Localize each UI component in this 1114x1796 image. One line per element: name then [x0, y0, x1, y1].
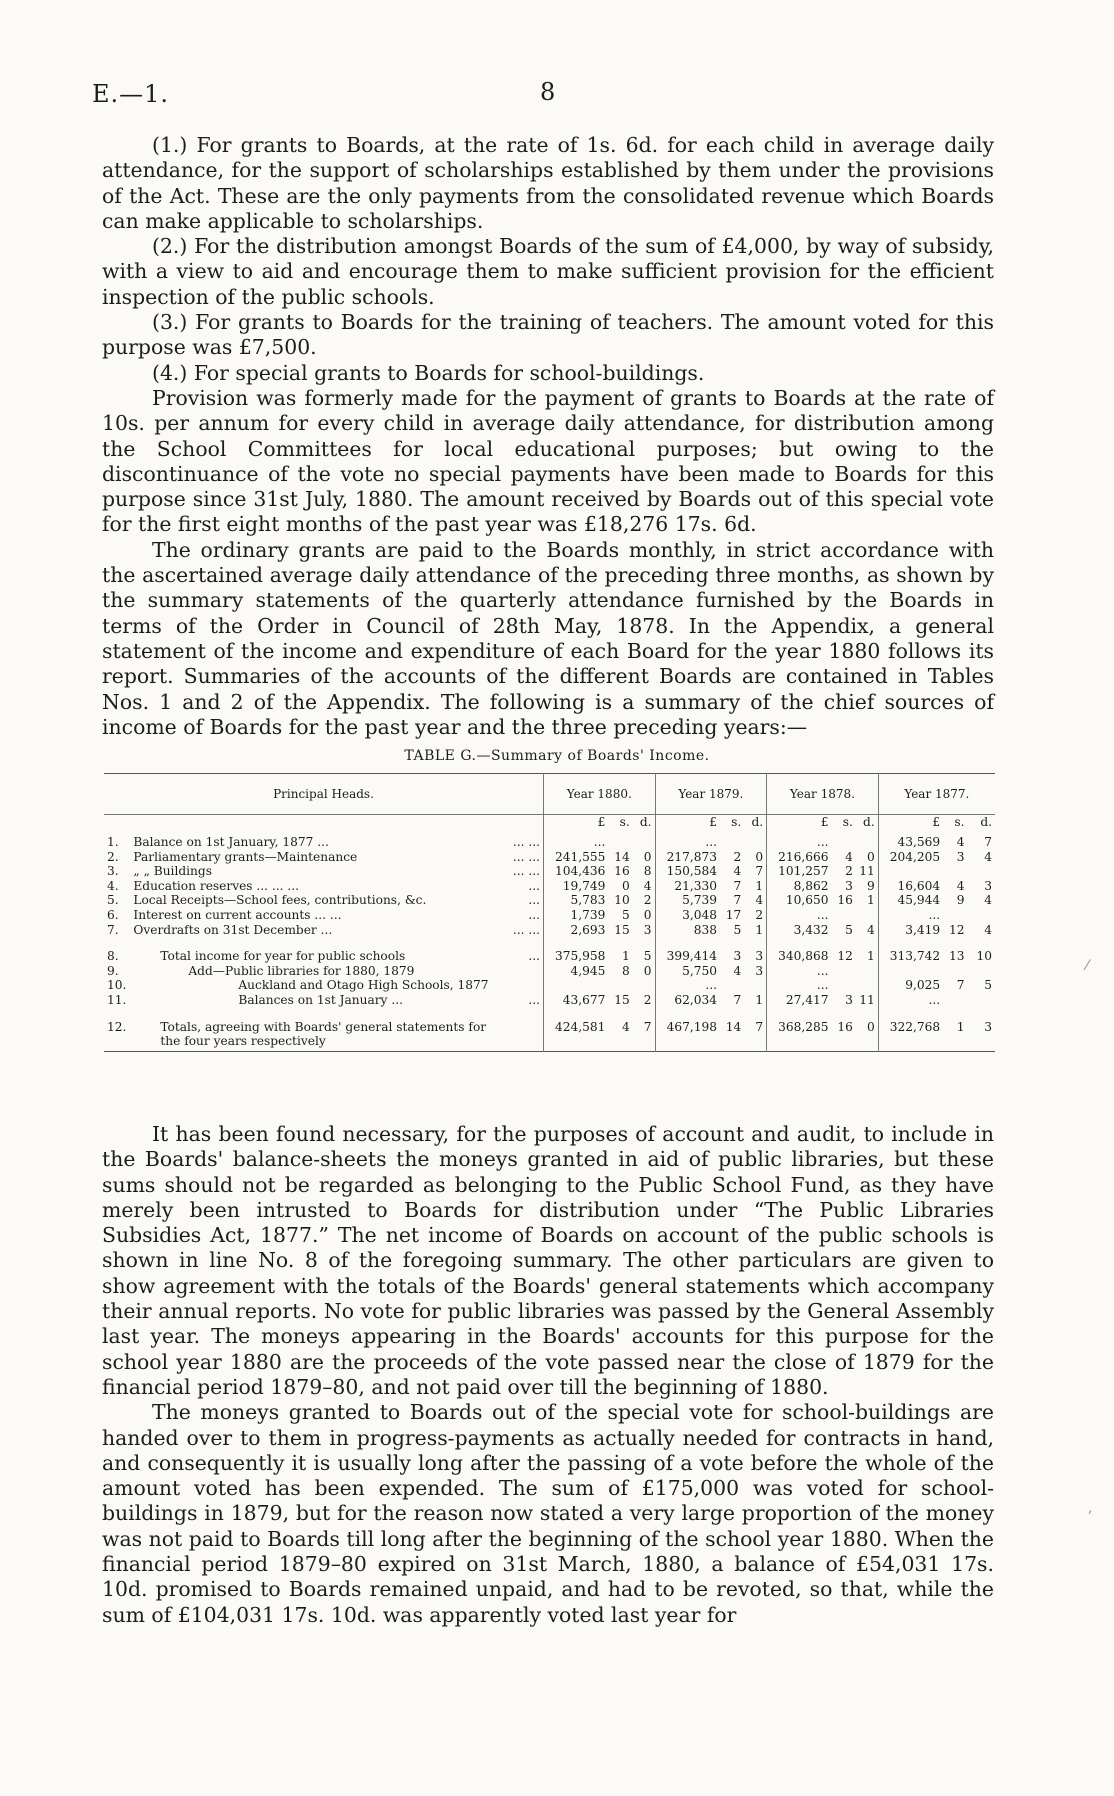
paragraph: (4.) For special grants to Boards for school-buildings. [152, 360, 705, 385]
amount-cell: 43,569 [878, 835, 943, 850]
row-label: Education reserves ... ... ... [133, 878, 300, 893]
amount-cell: 3 [984, 1019, 992, 1034]
spacer-cell [497, 815, 544, 836]
amount-cell: 2 [845, 864, 853, 879]
amount-cell: 241,555 [543, 850, 608, 865]
table-row [104, 864, 995, 879]
gap-cell [744, 1008, 766, 1020]
amount-cell: 1 [621, 949, 630, 964]
amount-cell: 15 [614, 922, 630, 937]
amount-cell: ... [655, 835, 720, 850]
page-number: 8 [540, 78, 556, 106]
table-body [104, 815, 995, 1052]
amount-cell: 1 [755, 922, 764, 937]
amount-cell: 4 [755, 893, 764, 908]
row-label: „ „ Buildings [133, 864, 212, 879]
unit-label: s. [619, 815, 630, 829]
spacer-cell [104, 815, 130, 836]
gap-cell [967, 1008, 995, 1020]
amount-cell: 14 [614, 849, 630, 864]
amount-cell: 4 [845, 849, 853, 864]
amount-cell: 399,414 [655, 949, 720, 964]
unit-label: £ [878, 815, 943, 836]
amount-cell: 4 [643, 878, 652, 893]
amount-cell: 62,034 [655, 993, 720, 1008]
amount-cell: 204,205 [878, 850, 943, 865]
row-number: 12. [107, 1019, 127, 1034]
row-label: Add—Public libraries for 1880, 1879 [188, 963, 415, 978]
gap-cell [767, 1008, 832, 1020]
leader-dots: ... ... [512, 864, 540, 879]
amount-cell: 4 [984, 893, 992, 908]
amount-cell: 2 [733, 849, 742, 864]
amount-cell: 8 [621, 963, 630, 978]
amount-cell: 10 [614, 893, 630, 908]
amount-cell: 1 [866, 893, 875, 908]
amount-cell: 4 [956, 835, 965, 849]
leader-dots [497, 1020, 544, 1052]
gap-cell [104, 1008, 130, 1020]
amount-cell [608, 978, 632, 993]
amount-cell [967, 864, 995, 879]
gap-cell [767, 937, 832, 949]
amount-cell: 27,417 [767, 993, 832, 1008]
amount-cell: 216,666 [767, 850, 832, 865]
amount-cell [832, 908, 856, 923]
amount-cell [878, 864, 943, 879]
amount-cell: 0 [755, 849, 764, 864]
amount-cell: 150,584 [655, 864, 720, 879]
row-label: Interest on current accounts ... ... [133, 907, 342, 922]
unit-label: s. [842, 815, 853, 829]
paragraph: The moneys granted to Boards out of the special vote for school-buildings are handed over to them in progress-payments as actually needed for contracts in hand, and consequently it is usually long after the passing of a vote before the whole of the amount voted has been expended. The sum of £175,000 was voted for school-buildings in 1879, but for the reason now stated a very large proportion of the money was not paid to Boards till long after the beginning of the school year 1880. When the financial period 1879–80 expired on 31st March, 1880, a balance of £54,031 17s. 10d. promised to Boards remained unpaid, and had to be revoted, so that, while the sum of £104,031 17s. 10d. was apparently voted last year for [102, 1400, 994, 1627]
amount-cell: 10 [976, 949, 992, 964]
amount-cell: 16 [837, 1019, 853, 1034]
amount-cell [967, 993, 995, 1008]
amount-cell [967, 964, 995, 979]
column-header-year: Year 1877. [878, 774, 995, 815]
unit-label: d. [863, 815, 875, 829]
gap-cell [943, 1008, 967, 1020]
amount-cell: 424,581 [543, 1020, 608, 1052]
table-row [104, 879, 995, 894]
amount-cell: 5 [733, 922, 742, 937]
amount-cell: 0 [866, 849, 875, 864]
table-row [104, 978, 995, 993]
paragraph: (1.) For grants to Boards, at the rate of 1s. 6d. for each child in average daily attendance, for the support of scholarships established by them under the provisions of the Act. These are the only payments from the consolidated revenue which Boards can make applicable to scholarships. [102, 133, 994, 233]
gap-cell [720, 937, 744, 949]
amount-cell: 1,739 [543, 908, 608, 923]
amount-cell: 8 [643, 864, 652, 879]
amount-cell: 101,257 [767, 864, 832, 879]
amount-cell: 0 [643, 849, 652, 864]
amount-cell: 2 [643, 992, 652, 1007]
amount-cell [943, 908, 967, 923]
gap-cell [497, 937, 544, 949]
table-row [104, 964, 995, 979]
gap-cell [543, 937, 608, 949]
gap-cell [720, 1008, 744, 1020]
leader-dots: ... [528, 949, 540, 964]
unit-label: d. [751, 815, 764, 829]
leader-dots: ... [528, 893, 540, 908]
amount-cell: 15 [614, 992, 630, 1007]
gap-cell [130, 937, 496, 949]
row-number: 7. [107, 922, 119, 937]
amount-cell: 0 [643, 907, 652, 922]
column-header-principal: Principal Heads. [104, 774, 543, 815]
gap-cell [744, 937, 766, 949]
gap-cell [856, 1008, 878, 1020]
body-text-top [102, 133, 994, 740]
amount-cell: ... [878, 993, 943, 1008]
amount-cell: 21,330 [655, 879, 720, 894]
gap-cell [943, 937, 967, 949]
paragraph: The ordinary grants are paid to the Boards monthly, in strict accordance with the ascertained average daily attendance of the preceding three months, as shown by the summary statements of the quarterly attendance furnished by the Boards in terms of the Order in Council of 28th May, 1878. In the Appendix, a general statement of the income and expenditure of each Board for the year 1880 follows its report. Summaries of the accounts of the different Boards are contained in Tables Nos. 1 and 2 of the Appendix. The following is a summary of the chief sources of income of Boards for the past year and the three preceding years:— [102, 537, 994, 739]
table-row [104, 949, 995, 964]
document-reference: E.—1. [92, 80, 170, 108]
amount-cell: 3 [984, 878, 992, 893]
gap-cell [832, 1008, 856, 1020]
gap-cell [878, 937, 943, 949]
gap-cell [543, 1008, 608, 1020]
table-row [104, 850, 995, 865]
table-row [104, 893, 995, 908]
amount-cell: 3 [845, 992, 853, 1007]
amount-cell: 3 [956, 849, 965, 864]
leader-dots [497, 964, 544, 979]
amount-cell: 0 [643, 963, 652, 978]
amount-cell: 3 [643, 922, 652, 937]
amount-cell: 9 [866, 878, 875, 893]
column-header-year: Year 1878. [767, 774, 879, 815]
amount-cell: 13 [948, 949, 965, 964]
amount-cell: 104,436 [543, 864, 608, 879]
amount-cell: 4 [984, 849, 992, 864]
gap-cell [608, 937, 632, 949]
unit-label: s. [954, 815, 965, 829]
gap-cell [497, 1008, 544, 1020]
amount-cell: 12 [948, 922, 965, 937]
margin-mark: , [1088, 1500, 1093, 1516]
amount-cell: 322,768 [878, 1020, 943, 1052]
amount-cell [967, 908, 995, 923]
paragraph: (3.) For grants to Boards for the training of teachers. The amount voted for this purpose was £7,500. [102, 310, 994, 360]
amount-cell: 0 [866, 1019, 875, 1034]
amount-cell: 14 [725, 1019, 742, 1034]
gap-cell [967, 937, 995, 949]
amount-cell: 838 [655, 923, 720, 938]
amount-cell: 7 [643, 1019, 652, 1034]
amount-cell [832, 835, 856, 850]
leader-dots [497, 978, 544, 993]
amount-cell [943, 993, 967, 1008]
amount-cell: 3 [755, 949, 764, 964]
amount-cell: ... [655, 978, 720, 993]
amount-cell [878, 964, 943, 979]
paragraph: It has been found necessary, for the purposes of account and audit, to include in the Boards' balance-sheets the moneys granted in aid of public libraries, but these sums should not be regarded as belonging to the Public School Fund, as they have merely been intrusted to Boards for distribution under “The Public Libraries Subsidies Act, 1877.” The net income of Boards on account of the public schools is shown in line No. 8 of the foregoing summary. The other particulars are given to show agreement with the totals of the Boards' general statements which accompany their annual reports. No vote for public libraries was passed by the General Assembly last year. The moneys appearing in the Boards' accounts for this purpose for the school year 1880 are the proceeds of the vote passed near the close of 1879 for the financial period 1879–80, and not paid over till the beginning of 1880. [102, 1122, 994, 1399]
amount-cell: 3 [755, 963, 764, 978]
amount-cell [856, 835, 878, 850]
amount-cell: 313,742 [878, 949, 943, 964]
row-number: 2. [107, 849, 119, 864]
amount-cell: 43,677 [543, 993, 608, 1008]
amount-cell [744, 978, 766, 993]
amount-cell: 3 [845, 878, 853, 893]
amount-cell: 3 [733, 949, 742, 964]
amount-cell: 10,650 [767, 893, 832, 908]
amount-cell: 4 [956, 878, 965, 893]
amount-cell [832, 978, 856, 993]
row-label: Auckland and Otago High Schools, 1877 [238, 978, 489, 993]
amount-cell [943, 964, 967, 979]
amount-cell: 1 [866, 949, 875, 964]
paragraph: Provision was formerly made for the payment of grants to Boards at the rate of 10s. per annum for every child in average daily attendance, for distribution among the School Committees for local educational purposes; but owing to the discontinuance of the vote no special payments have been made to Boards for this purpose since 31st July, 1880. The amount received by Boards out of this special vote for the first eight months of the past year was £18,276 17s. 6d. [102, 385, 994, 537]
gap-cell [655, 937, 720, 949]
row-number: 9. [107, 963, 119, 978]
amount-cell [856, 978, 878, 993]
amount-cell: 17 [725, 907, 742, 922]
amount-cell [720, 978, 744, 993]
amount-cell: 5 [643, 949, 652, 964]
income-summary-table [104, 773, 995, 1052]
amount-cell: 5,739 [655, 893, 720, 908]
amount-cell: 5,750 [655, 964, 720, 979]
amount-cell: 1 [755, 992, 764, 1007]
row-number: 8. [107, 949, 119, 964]
table-row [104, 908, 995, 923]
amount-cell: 1 [956, 1019, 965, 1034]
amount-cell: 7 [755, 864, 764, 879]
amount-cell: ... [767, 978, 832, 993]
row-label: Parliamentary grants—Maintenance [133, 849, 358, 864]
leader-dots: ... ... [512, 922, 540, 937]
amount-cell [943, 864, 967, 879]
amount-cell: 2 [755, 907, 764, 922]
amount-cell: 7 [733, 878, 742, 893]
body-text-bottom [102, 1122, 994, 1628]
amount-cell: 7 [755, 1019, 764, 1034]
gap-cell [633, 937, 655, 949]
amount-cell: 4 [621, 1019, 630, 1034]
gap-cell [130, 1008, 496, 1020]
table-row [104, 835, 995, 850]
amount-cell: 16 [837, 893, 853, 908]
gap-cell [832, 937, 856, 949]
amount-cell: 0 [621, 878, 630, 893]
amount-cell: ... [767, 835, 832, 850]
amount-cell [856, 964, 878, 979]
unit-label: d. [980, 815, 992, 829]
amount-cell [608, 835, 632, 850]
amount-cell: 4 [733, 963, 742, 978]
unit-label: £ [767, 815, 832, 836]
unit-label: £ [655, 815, 720, 836]
row-number: 3. [107, 864, 119, 879]
amount-cell [744, 835, 766, 850]
amount-cell: 4 [984, 922, 992, 937]
amount-cell: 2,693 [543, 923, 608, 938]
row-gap [104, 937, 995, 949]
table-row [104, 993, 995, 1008]
table-row [104, 1020, 995, 1052]
amount-cell: 7 [733, 992, 742, 1007]
amount-cell: 45,944 [878, 893, 943, 908]
amount-cell: 19,749 [543, 879, 608, 894]
row-label: Overdrafts on 31st December ... [133, 922, 333, 937]
row-label: Local Receipts—School fees, contributions, &c. [133, 893, 427, 908]
row-label: Balance on 1st January, 1877 ... [133, 835, 329, 849]
row-label: Totals, agreeing with Boards' general statements for the four years respectively [160, 1019, 487, 1049]
amount-cell: 9,025 [878, 978, 943, 993]
units-row [104, 815, 995, 836]
row-number: 11. [107, 992, 127, 1007]
amount-cell: 467,198 [655, 1020, 720, 1052]
amount-cell: 11 [859, 864, 875, 879]
amount-cell [720, 835, 744, 850]
amount-cell: 340,868 [767, 949, 832, 964]
gap-cell [878, 1008, 943, 1020]
amount-cell: 11 [859, 992, 875, 1007]
row-number: 1. [107, 835, 119, 849]
unit-label: d. [639, 815, 652, 829]
amount-cell: 5,783 [543, 893, 608, 908]
spacer-cell [130, 815, 496, 836]
row-number: 6. [107, 907, 119, 922]
amount-cell: 5 [845, 922, 853, 937]
amount-cell: ... [543, 835, 608, 850]
amount-cell: 217,873 [655, 850, 720, 865]
amount-cell: 375,958 [543, 949, 608, 964]
amount-cell: 3,432 [767, 923, 832, 938]
unit-label: s. [731, 815, 742, 829]
amount-cell: ... [767, 908, 832, 923]
amount-cell: 9 [956, 893, 965, 908]
row-gap [104, 1008, 995, 1020]
paragraph: (2.) For the distribution amongst Boards of the sum of £4,000, by way of subsidy, with a view to aid and encourage them to make sufficient provision for the efficient inspection of the public schools. [102, 234, 994, 309]
amount-cell: 4,945 [543, 964, 608, 979]
gap-cell [655, 1008, 720, 1020]
leader-dots: ... ... [512, 849, 540, 864]
gap-cell [104, 937, 130, 949]
table-row [104, 923, 995, 938]
amount-cell: 7 [956, 978, 965, 993]
table-caption: TABLE G.—Summary of Boards' Income. [404, 748, 710, 764]
amount-cell [856, 908, 878, 923]
amount-cell: 5 [984, 978, 992, 993]
amount-cell: 7 [733, 893, 742, 908]
amount-cell [633, 835, 655, 850]
column-header-year: Year 1880. [543, 774, 655, 815]
leader-dots: ... [528, 992, 540, 1007]
gap-cell [608, 1008, 632, 1020]
leader-dots: ... ... [512, 835, 540, 849]
amount-cell: 8,862 [767, 879, 832, 894]
amount-cell: 3,048 [655, 908, 720, 923]
amount-cell: 368,285 [767, 1020, 832, 1052]
amount-cell [832, 964, 856, 979]
amount-cell: 16,604 [878, 879, 943, 894]
row-number: 5. [107, 893, 119, 908]
amount-cell: 4 [733, 864, 742, 879]
gap-cell [633, 1008, 655, 1020]
row-number: 10. [107, 978, 127, 993]
amount-cell: 2 [643, 893, 652, 908]
amount-cell: 16 [614, 864, 630, 879]
amount-cell: 5 [621, 907, 630, 922]
amount-cell [633, 978, 655, 993]
amount-cell: 3,419 [878, 923, 943, 938]
amount-cell: 4 [866, 922, 875, 937]
amount-cell: ... [767, 964, 832, 979]
leader-dots: ... [528, 878, 540, 893]
row-number: 4. [107, 878, 119, 893]
gap-cell [856, 937, 878, 949]
margin-mark: ⁄ [1086, 958, 1089, 974]
amount-cell: 7 [984, 835, 992, 849]
amount-cell [543, 978, 608, 993]
amount-cell: 1 [755, 878, 764, 893]
row-label: Balances on 1st January ... [238, 992, 403, 1007]
unit-label: £ [543, 815, 608, 836]
column-header-year: Year 1879. [655, 774, 767, 815]
row-label: Total income for year for public schools [160, 949, 406, 964]
amount-cell: ... [878, 908, 943, 923]
amount-cell: 12 [837, 949, 853, 964]
leader-dots: ... [528, 907, 540, 922]
